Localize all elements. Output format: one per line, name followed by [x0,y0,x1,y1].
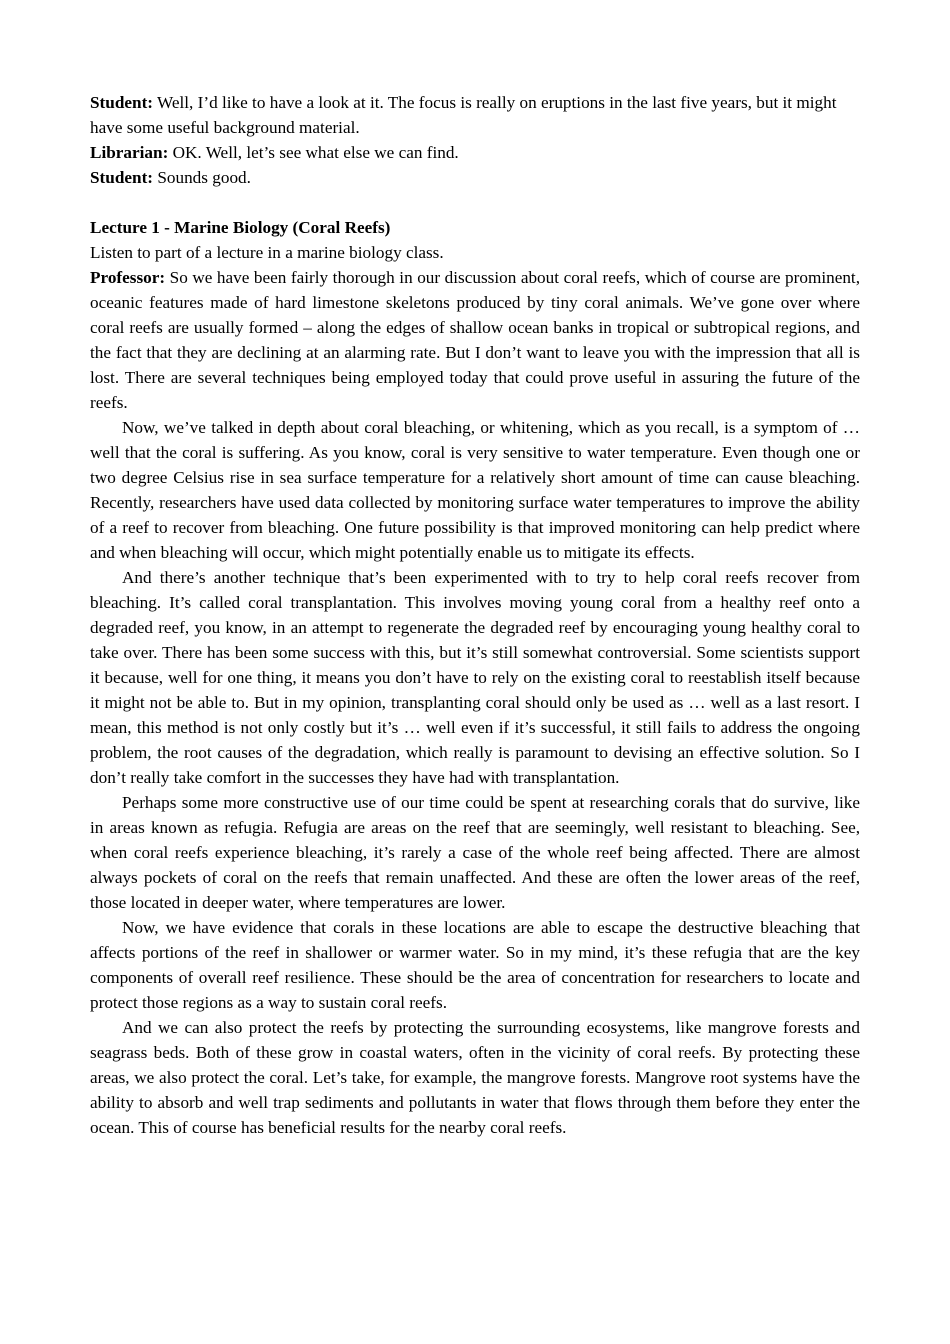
lecture-paragraph: And there’s another technique that’s been experimented with to try to help coral reefs recover from bleaching. It’s called coral transplantation. This involves moving young coral from a healthy reef onto a degraded reef, you know, in an attempt to regenerate the degraded reef by encouraging young healthy coral to take over. There has been some success with this, but it’s still somewhat controversial. Some scientists support it because, well for one thing, it means you don’t have to rely on the existing coral to reestablish itself because it might not be able to. But in my opinion, transplanting coral should only be used as … well as a last resort. I mean, this method is not only costly but it’s … well even if it’s successful, it still fails to address the ongoing problem, the root causes of the degradation, which really is paramount to devising an effective solution. So I don’t really take comfort in the successes they have had with transplantation. [90,568,860,787]
dialogue-line [90,140,860,165]
dialogue-text: Well, I’d like to have a look at it. The focus is really on eruptions in the last five years, but it might have some useful background material. [90,93,837,137]
dialogue-text: OK. Well, let’s see what else we can find. [168,143,459,162]
lecture-subtitle: Listen to part of a lecture in a marine biology class. [90,243,444,262]
lecture-heading: Lecture 1 - Marine Biology (Coral Reefs) [90,218,391,237]
dialogue-line [90,165,860,190]
lecture-paragraph [90,265,860,415]
paragraph-text: So we have been fairly thorough in our discussion about coral reefs, which of course are prominent, oceanic features made of hard limestone skeletons produced by tiny coral animals. We’ve gone over where coral reefs are usually formed – along the edges of shallow ocean banks in tropical or subtropical regions, and the fact that they are declining at an alarming rate. But I don’t want to leave you with the impression that all is lost. There are several techniques being employed today that could prove useful in assuring the future of the reefs. [90,268,860,412]
speaker-label: Professor: [90,268,166,287]
dialogue-block [90,90,860,190]
dialogue-line [90,90,860,140]
lecture-paragraph: And we can also protect the reefs by protecting the surrounding ecosystems, like mangrove forests and seagrass beds. Both of these grow in coastal waters, often in the vicinity of coral reefs. By protecting these areas, we also protect the coral. Let’s take, for example, the mangrove forests. Mangrove root systems have the ability to absorb and well trap sediments and pollutants in water that flows through them before they enter the ocean. This of course has beneficial results for the nearby coral reefs. [90,1018,860,1137]
lecture-paragraph: Now, we have evidence that corals in these locations are able to escape the destructive bleaching that affects portions of the reef in shallower or warmer water. So in my mind, it’s these refugia that are the key components of overall reef resilience. These should be the area of concentration for researchers to locate and protect those regions as a way to sustain coral reefs. [90,918,860,1012]
lecture-paragraph: Perhaps some more constructive use of our time could be spent at researching corals that do survive, like in areas known as refugia. Refugia are areas on the reef that are seemingly, well resistant to bleaching. See, when coral reefs experience bleaching, it’s rarely a case of the whole reef being affected. There are almost always pockets of coral on the reefs that remain unaffected. And these are often the lower areas of the reef, those located in deeper water, where temperatures are lower. [90,793,860,912]
speaker-label: Student: [90,168,154,187]
lecture-section [90,215,860,1140]
dialogue-text: Sounds good. [153,168,251,187]
lecture-paragraph: Now, we’ve talked in depth about coral bleaching, or whitening, which as you recall, is a symptom of …well that the coral is suffering. As you know, coral is very sensitive to water temperature. Even though one or two degree Celsius rise in sea surface temperature for a relatively short amount of time can cause bleaching. Recently, researchers have used data collected by monitoring surface water temperatures to improve the ability of a reef to recover from bleaching. One future possibility is that improved monitoring can help predict where and when bleaching will occur, which might potentially enable us to mitigate its effects. [90,418,860,562]
speaker-label: Student: [90,93,154,112]
document-body [90,90,860,1140]
speaker-label: Librarian: [90,143,169,162]
